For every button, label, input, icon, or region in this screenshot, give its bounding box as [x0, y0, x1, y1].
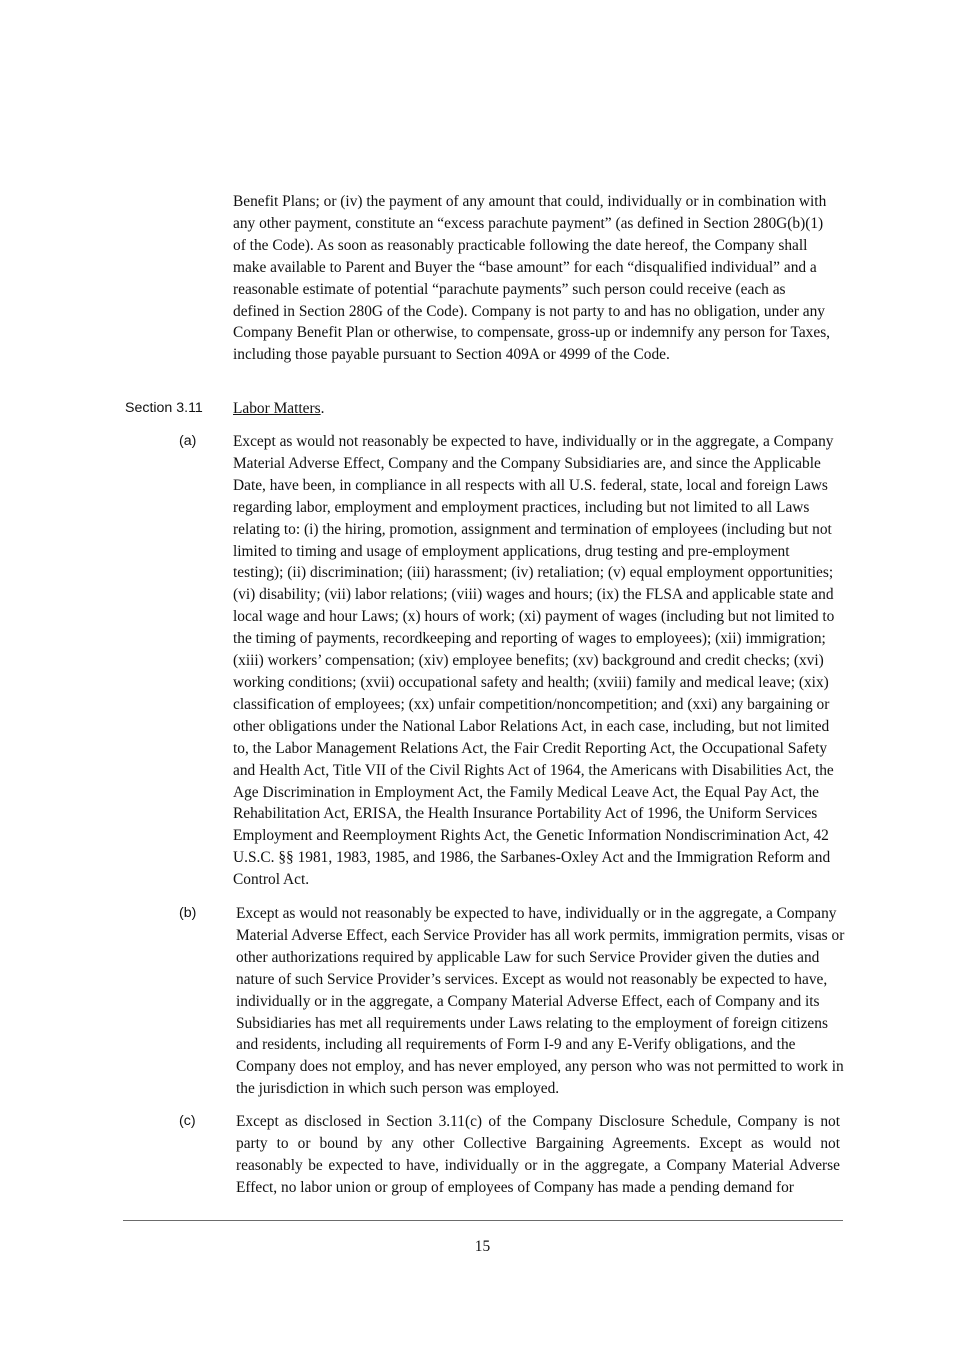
- clause-label-c: (c): [179, 1113, 196, 1129]
- clause-paragraph-c: Except as disclosed in Section 3.11(c) of the Company Disclosure Schedule, Company is not party to or bound by any other Collective Bargaining Agreements. Except as would not reasonably be expected to have, individually or in the aggregate, a Company Material Adverse Effect, no labor union or group of employees of Company has made a pending demand for: [236, 1113, 840, 1196]
- clause-paragraph-b: Except as would not reasonably be expected to have, individually or in the aggregate, a Company Material Adverse Effect, each Service Provider has all work permits, immigration permits, visas or other authorizations required by applicable Law for such Service Provider given the duties and nature of such Service Provider’s services. Except as would not reasonably be expected to have, individually or in the aggregate, a Company Material Adverse Effect, each of Company and its Subsidiaries has met all requirements under Laws relating to the employment of foreign citizens and residents, including all requirements of Form I-9 and any E-Verify obligations, and the Company does not employ, and has never employed, any person who was not permitted to work in the jurisdiction in which such person was employed.: [236, 905, 845, 1098]
- clause-paragraph-a: Except as would not reasonably be expected to have, individually or in the aggregate, a Company Material Adverse Effect, Company and the Company Subsidiaries are, and since the Applicable Date, have been, in compliance in all respects with all U.S. federal, state, local and foreign Laws regarding labor, employment and employment practices, including but not limited to all Laws relating to: (i) the hiring, promotion, assignment and termination of employees (including but not limited to timing and usage of employment applications, drug testing and pre-employment testing); (ii) discrimination; (iii) harassment; (iv) retaliation; (v) equal employment opportunities; (vi) disability; (vii) labor relations; (viii) wages and hours; (ix) the FLSA and applicable state and local wage and hour Laws; (x) hours of work; (xi) payment of wages (including but not limited to the timing of payments, recordkeeping and reporting of wages to employees); (xii) immigration; (xiii) workers’ compensation; (xiv) employee benefits; (xv) background and credit checks; (xvi) working conditions; (xvii) occupational safety and health; (xviii) family and medical leave; (xix) classification of employees; (xx) unfair competition/noncompetition; and (xxi) any bargaining or other obligations under the National Labor Relations Act, in each case, including, but not limited to, the Labor Management Relations Act, the Fair Credit Reporting Act, the Occupational Safety and Health Act, Title VII of the Civil Rights Act of 1964, the Americans with Disabilities Act, the Age Discrimination in Employment Act, the Family Medical Leave Act, the Equal Pay Act, the Rehabilitation Act, ERISA, the Health Insurance Portability Act of 1996, the Uniform Services Employment and Reemployment Rights Act, the Genetic Information Nondiscrimination Act, 42 U.S.C. §§ 1981, 1983, 1985, and 1986, the Sarbanes-Oxley Act and the Immigration Reform and Control Act.: [233, 433, 835, 889]
- section-title: Labor Matters: [233, 400, 321, 417]
- clause-label-a: (a): [179, 433, 197, 449]
- clause-label-b: (b): [179, 905, 197, 921]
- page-number: 15: [474, 1238, 491, 1255]
- section-number: Section 3.11: [125, 400, 203, 416]
- intro-paragraph: Benefit Plans; or (iv) the payment of any amount that could, individually or in combination with any other payment, constitute an “excess parachute payment” (as defined in Section 280G(b)(1) of the Code). As soon as reasonably practicable following the date hereof, the Company shall make available to Parent and Buyer the “base amount” for each “disqualified individual” and a reasonable estimate of potential “parachute payments” such person could receive (each as defined in Section 280G of the Code). Company is not party to and has no obligation, under any Company Benefit Plan or otherwise, to compensate, gross-up or indemnify any person for Taxes, including those payable pursuant to Section 409A or 4999 of the Code.: [233, 193, 831, 364]
- section-title-period: .: [320, 400, 325, 417]
- section-heading: [233, 398, 324, 420]
- footer-divider: [123, 1220, 843, 1221]
